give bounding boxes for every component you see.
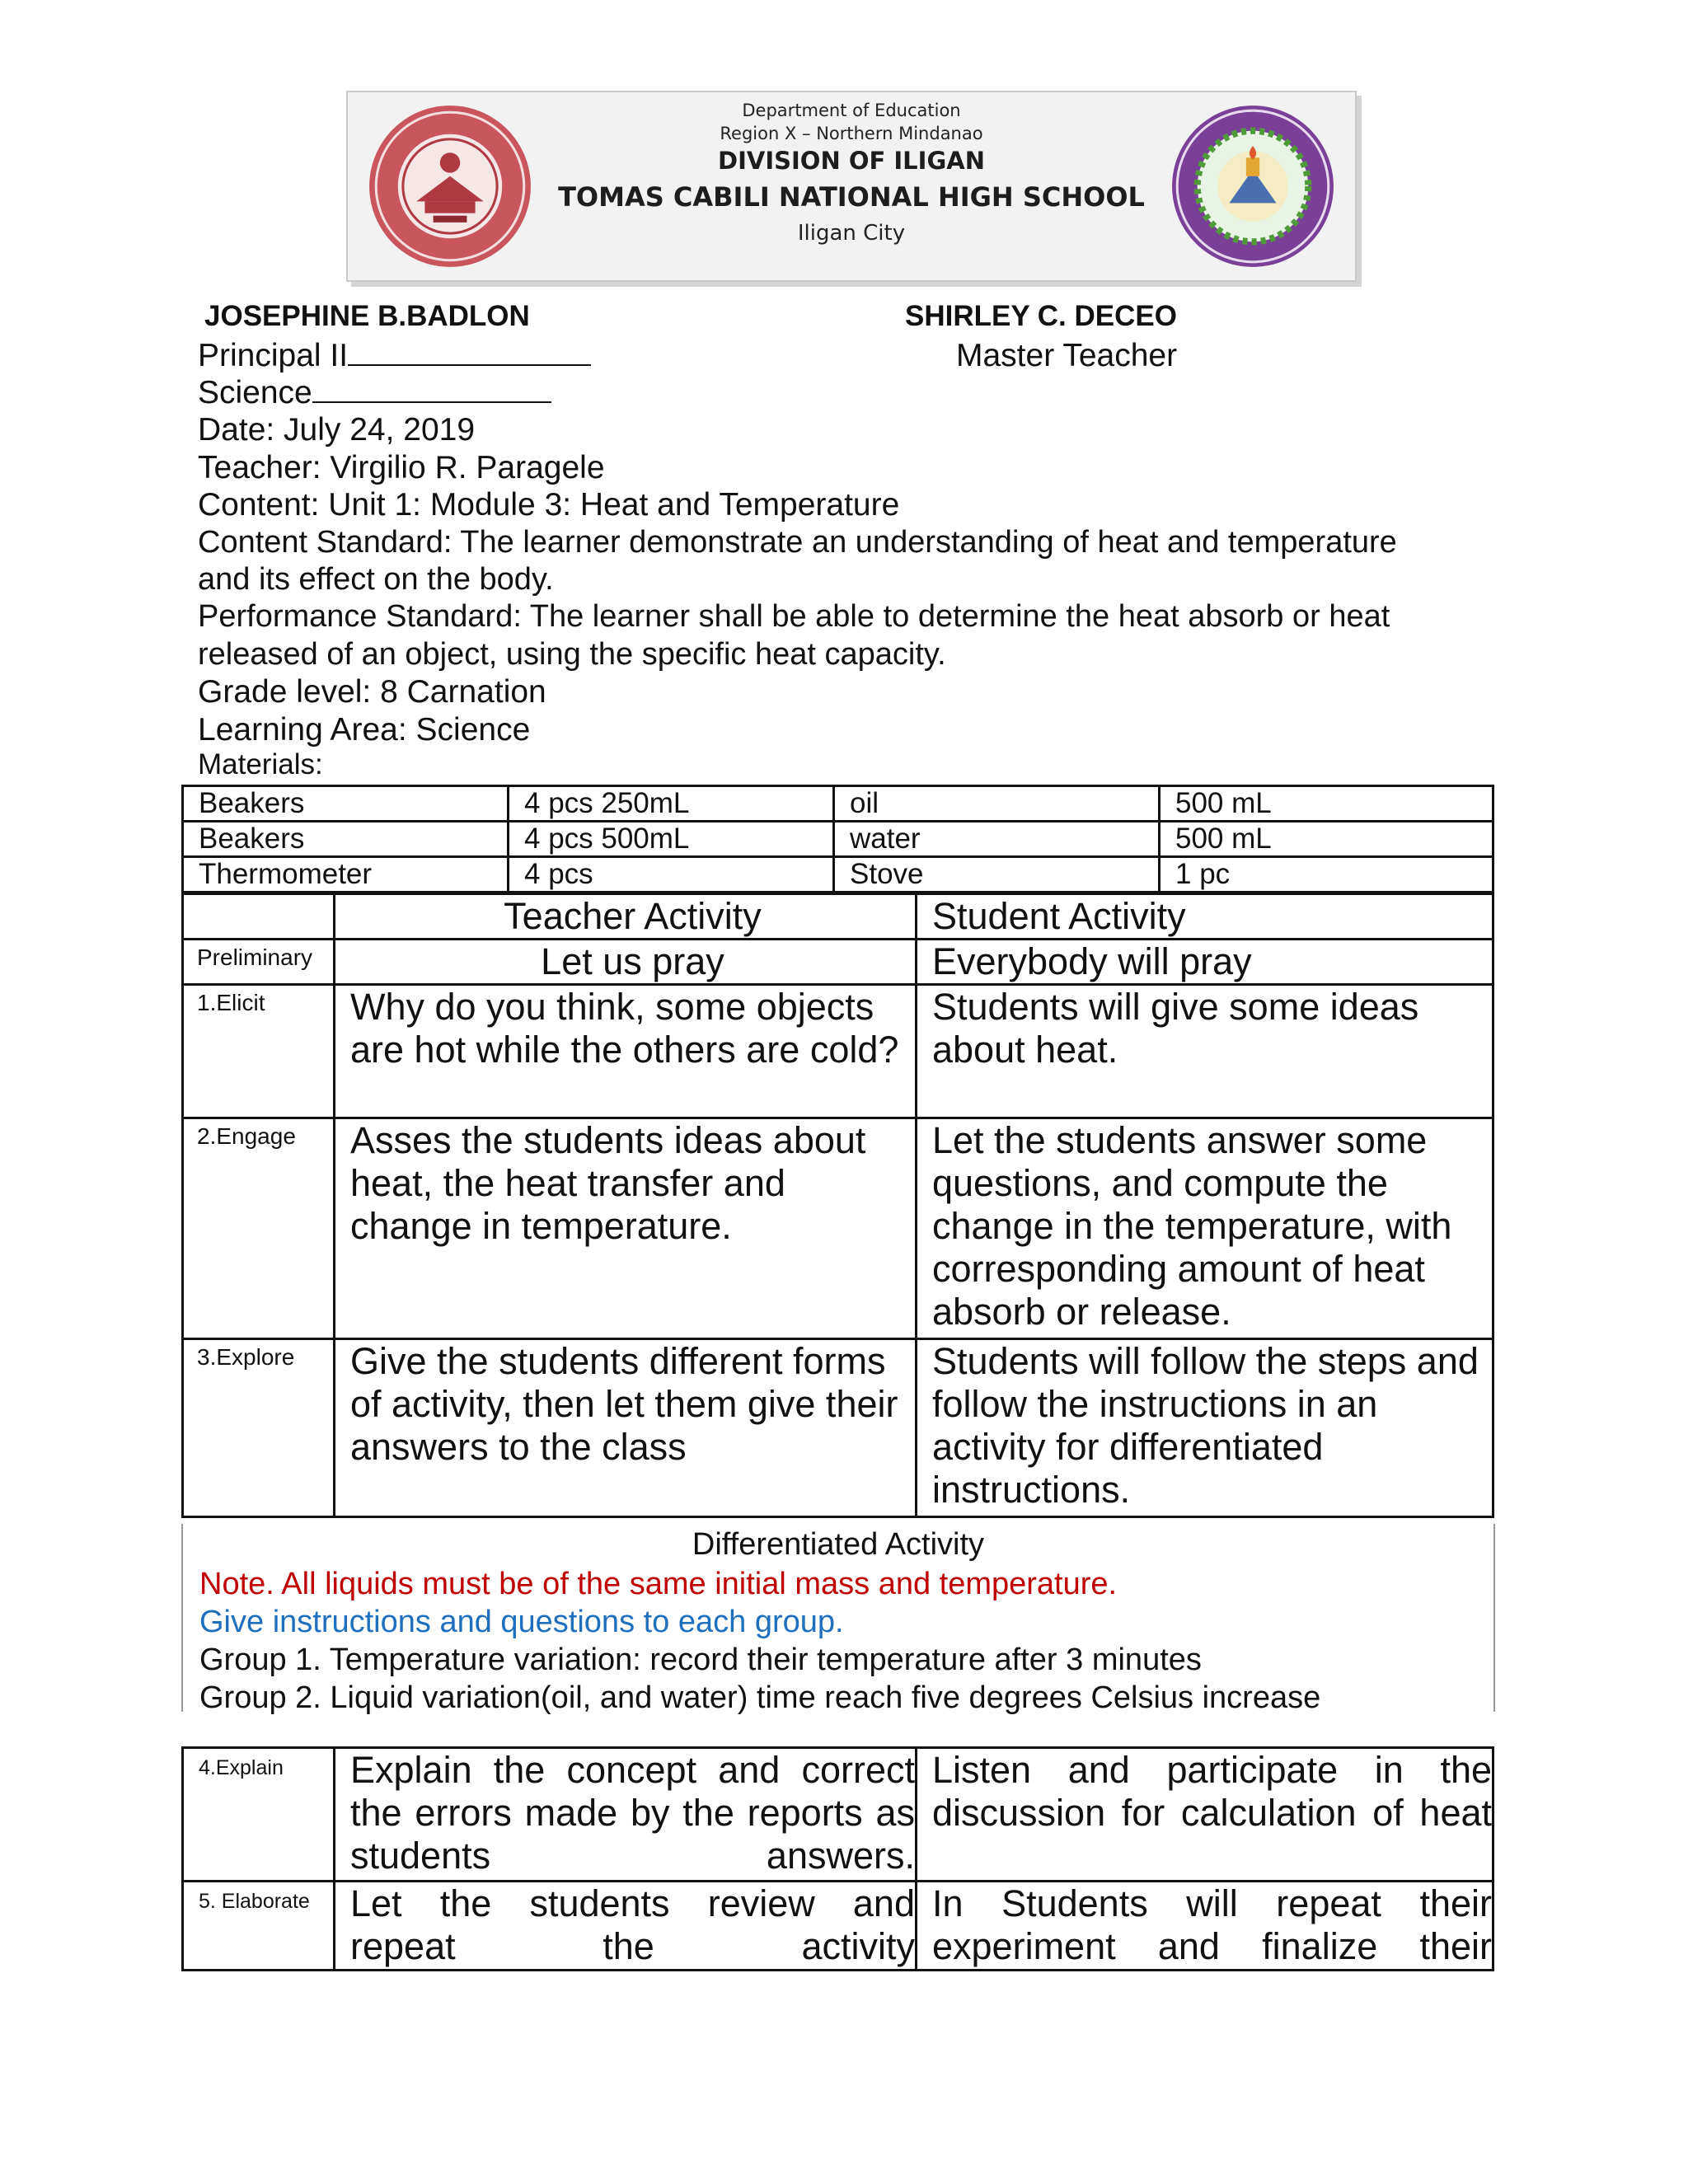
master-teacher-title: Master Teacher <box>956 338 1178 373</box>
table-cell: Thermometer <box>183 857 509 893</box>
activity-table <box>181 893 1494 1518</box>
teacher-activity-cell: Asses the students ideas about heat, the heat transfer and change in temperature. <box>335 1118 917 1339</box>
signature-line <box>312 377 551 403</box>
student-activity-cell: Students will give some ideas about heat. <box>917 985 1493 1118</box>
master-teacher-name: SHIRLEY C. DECEO <box>905 300 1177 332</box>
table-row <box>183 822 1493 857</box>
school-name: TOMAS CABILI NATIONAL HIGH SCHOOL <box>558 181 1145 213</box>
city-name: Iligan City <box>797 221 906 246</box>
student-activity-cell: Let the students answer some questions, and compute the change in the temperature, with corresponding amount of heat absorb or release. <box>917 1118 1493 1339</box>
division-name: DIVISION OF ILIGAN <box>718 147 985 175</box>
table-cell: water <box>834 822 1160 857</box>
region-name: Region X – Northern Mindanao <box>720 124 983 143</box>
principal-title-line <box>198 338 591 374</box>
table-row <box>183 1748 1493 1882</box>
table-cell: 500 mL <box>1160 822 1493 857</box>
table-row <box>183 940 1493 985</box>
table-row <box>183 857 1493 893</box>
grade-level-line: Grade level: 8 Carnation <box>198 674 546 710</box>
table-row <box>183 786 1493 822</box>
table-cell: oil <box>834 786 1160 822</box>
teacher-activity-cell: Explain the concept and correct the errors made by the reports as students answers. <box>335 1748 917 1882</box>
instructions-text: Give instructions and questions to each group. <box>199 1605 844 1639</box>
teacher-activity-cell: Give the students different forms of activity, then let them give their answers to the class <box>335 1339 917 1517</box>
principal-title: Principal II <box>198 338 349 373</box>
table-cell: Beakers <box>183 786 509 822</box>
table-cell: 4 pcs 250mL <box>509 786 834 822</box>
signature-line <box>348 340 591 366</box>
table-cell <box>183 894 335 940</box>
table-cell: Stove <box>834 857 1160 893</box>
content-standard-line-2: and its effect on the body. <box>198 562 554 597</box>
learning-area-line: Learning Area: Science <box>198 712 531 748</box>
note-text: Note. All liquids must be of the same initial mass and temperature. <box>199 1567 1118 1601</box>
row-label: 2.Engage <box>183 1118 335 1339</box>
division-seal-icon <box>1169 102 1337 270</box>
student-activity-cell: Students will follow the steps and follow the instructions in an activity for differentiated instructions. <box>917 1339 1493 1517</box>
row-label: 4.Explain <box>183 1748 335 1882</box>
table-header-row <box>183 894 1493 940</box>
header-banner <box>346 91 1357 282</box>
differentiated-activity-title: Differentiated Activity <box>692 1527 985 1562</box>
student-activity-header: Student Activity <box>917 894 1493 940</box>
teacher-activity-cell: Let us pray <box>335 940 917 985</box>
table-cell: 4 pcs <box>509 857 834 893</box>
table-cell: 1 pc <box>1160 857 1493 893</box>
performance-standard-line-1: Performance Standard: The learner shall be able to determine the heat absorb or heat <box>198 599 1390 634</box>
performance-standard-line-2: released of an object, using the specific heat capacity. <box>198 637 946 672</box>
subject-line <box>198 375 551 411</box>
row-label: 5. Elaborate <box>183 1882 335 1971</box>
materials-table <box>181 785 1494 893</box>
teacher-activity-cell: Let the students review and repeat the activity <box>335 1882 917 1971</box>
group-1-text: Group 1. Temperature variation: record their temperature after 3 minutes <box>199 1643 1202 1677</box>
teacher-activity-header: Teacher Activity <box>335 894 917 940</box>
table-cell: 4 pcs 500mL <box>509 822 834 857</box>
student-activity-cell: Everybody will pray <box>917 940 1493 985</box>
department-name: Department of Education <box>742 101 961 120</box>
group-2-text: Group 2. Liquid variation(oil, and water) time reach five degrees Celsius increase <box>199 1680 1321 1715</box>
student-activity-cell: Listen and participate in the discussion for calculation of heat <box>917 1748 1493 1882</box>
table-cell: 500 mL <box>1160 786 1493 822</box>
activity-table-continued <box>181 1746 1494 1971</box>
student-activity-cell: In Students will repeat their experiment and finalize their <box>917 1882 1493 1971</box>
differentiated-activity-box <box>181 1524 1495 1715</box>
table-row <box>183 1339 1493 1517</box>
subject-label: Science <box>198 375 312 410</box>
row-label: 3.Explore <box>183 1339 335 1517</box>
content-standard-line-1: Content Standard: The learner demonstrate an understanding of heat and temperature <box>198 525 1397 560</box>
teacher-activity-cell: Why do you think, some objects are hot while the others are cold? <box>335 985 917 1118</box>
teacher-line: Teacher: Virgilio R. Paragele <box>198 450 605 485</box>
content-line: Content: Unit 1: Module 3: Heat and Temperature <box>198 487 900 523</box>
materials-label: Materials: <box>198 748 323 780</box>
table-row <box>183 1882 1493 1971</box>
table-row <box>183 1118 1493 1339</box>
row-label: 1.Elicit <box>183 985 335 1118</box>
table-row <box>183 985 1493 1118</box>
row-label: Preliminary <box>183 940 335 985</box>
table-cell: Beakers <box>183 822 509 857</box>
principal-name: JOSEPHINE B.BADLON <box>204 300 530 332</box>
date-line: Date: July 24, 2019 <box>198 412 476 448</box>
